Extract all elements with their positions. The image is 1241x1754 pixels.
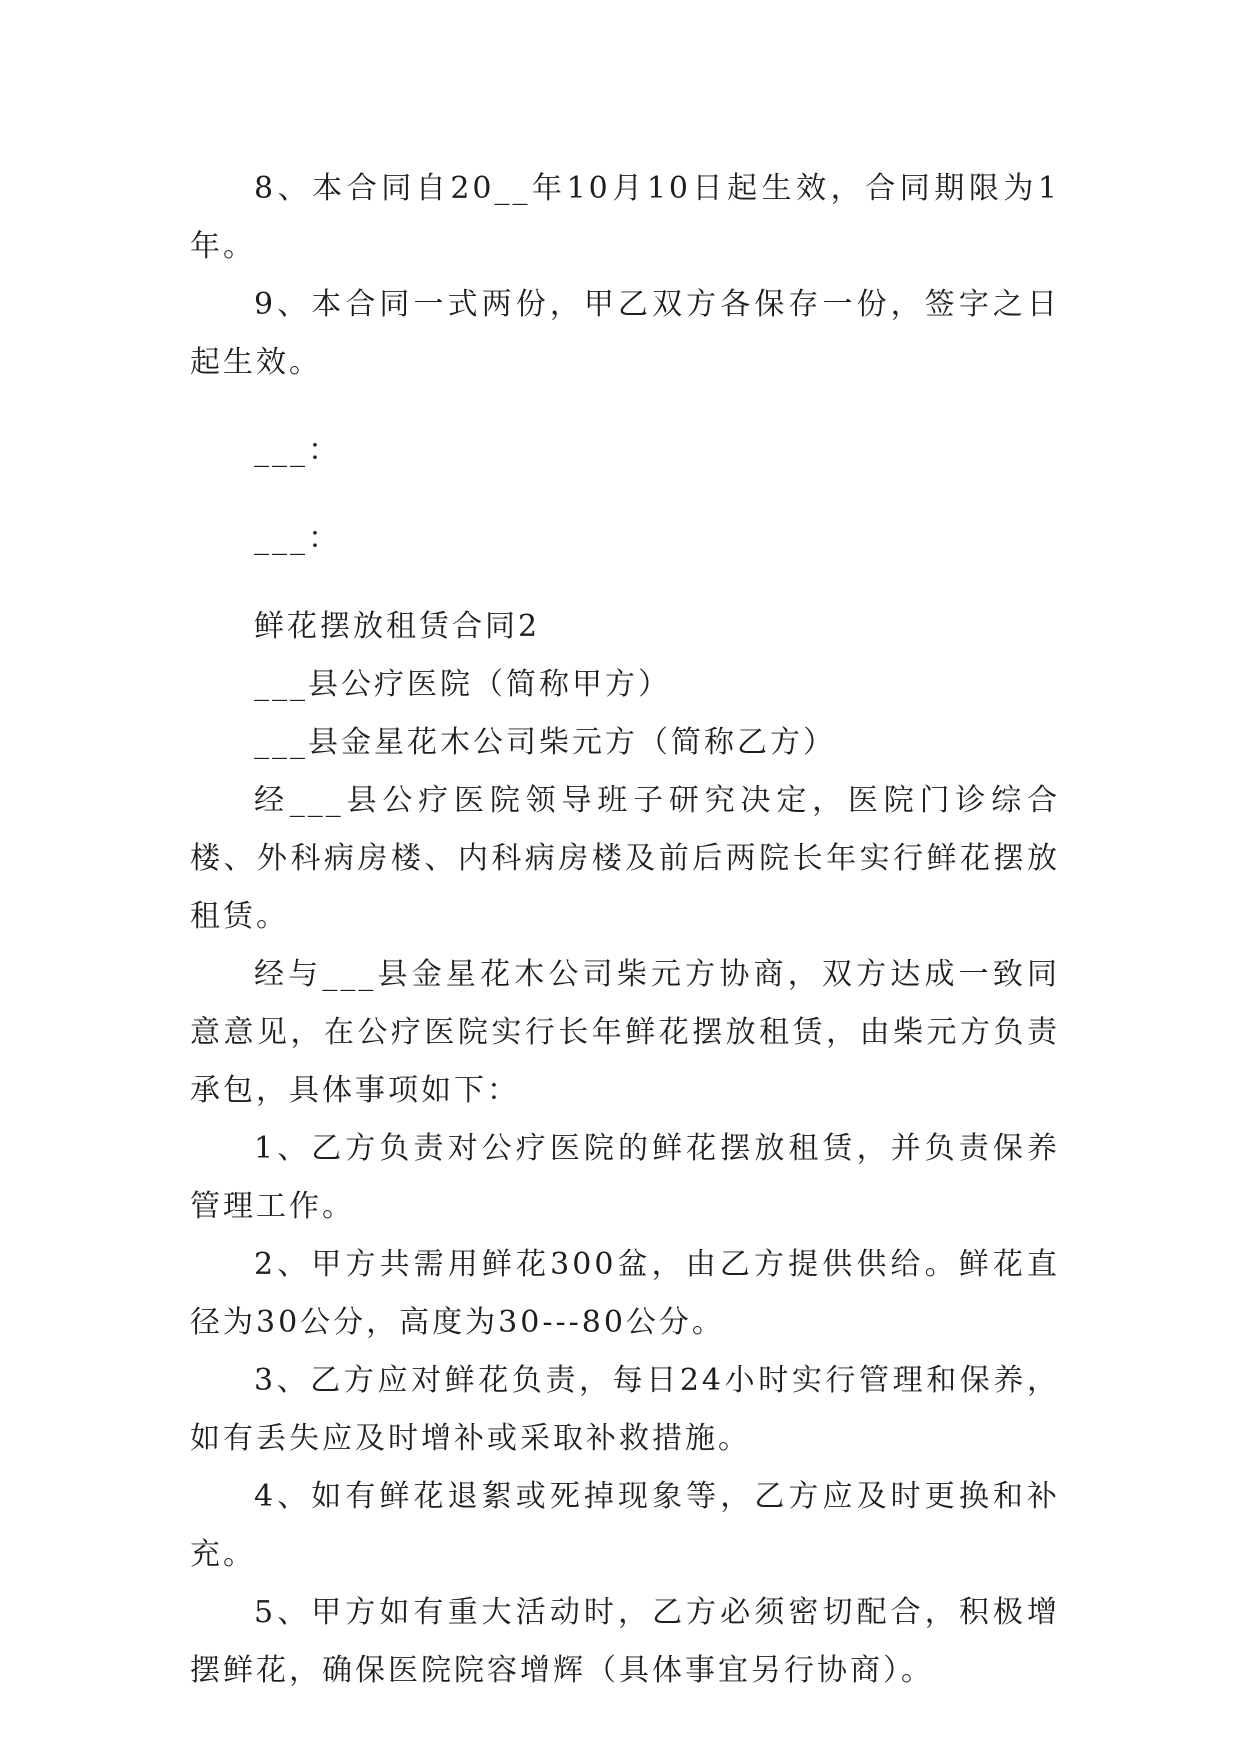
contract-title: 鲜花摆放租赁合同2 [254,609,541,644]
party-b: ___县金星花木公司柴元方（简称乙方） [254,725,836,760]
preamble-2: 经与___县金星花木公司柴元方协商，双方达成一致同意意见，在公疗医院实行长年鲜花摆放租赁，由柴元方负责承包，具体事项如下： [190,957,1060,1108]
clause-5: 5、甲方如有重大活动时，乙方必须密切配合，积极增摆鲜花，确保医院院容增辉（具体事宜另行协商）。 [190,1595,1060,1688]
clause-3: 3、乙方应对鲜花负责，每日24小时实行管理和保养，如有丢失应及时增补或采取补救措施。 [190,1363,1060,1456]
clause-8: 8、本合同自20__年10月10日起生效，合同期限为1年。 [190,171,1060,264]
preamble-1: 经___县公疗医院领导班子研究决定，医院门诊综合楼、外科病房楼、内科病房楼及前后两院长年实行鲜花摆放租赁。 [190,783,1060,934]
document-body [190,160,1060,1700]
clause-4: 4、如有鲜花退絮或死掉现象等，乙方应及时更换和补充。 [190,1479,1060,1572]
signature-line-a: ___： [254,433,341,468]
signature-line-b: ___： [254,521,341,556]
party-a: ___县公疗医院（简称甲方） [254,667,671,702]
clause-2: 2、甲方共需用鲜花300盆，由乙方提供供给。鲜花直径为30公分，高度为30---80公分。 [190,1247,1060,1340]
clause-1: 1、乙方负责对公疗医院的鲜花摆放租赁，并负责保养管理工作。 [190,1131,1060,1224]
clause-9: 9、本合同一式两份，甲乙双方各保存一份，签字之日起生效。 [190,287,1060,380]
